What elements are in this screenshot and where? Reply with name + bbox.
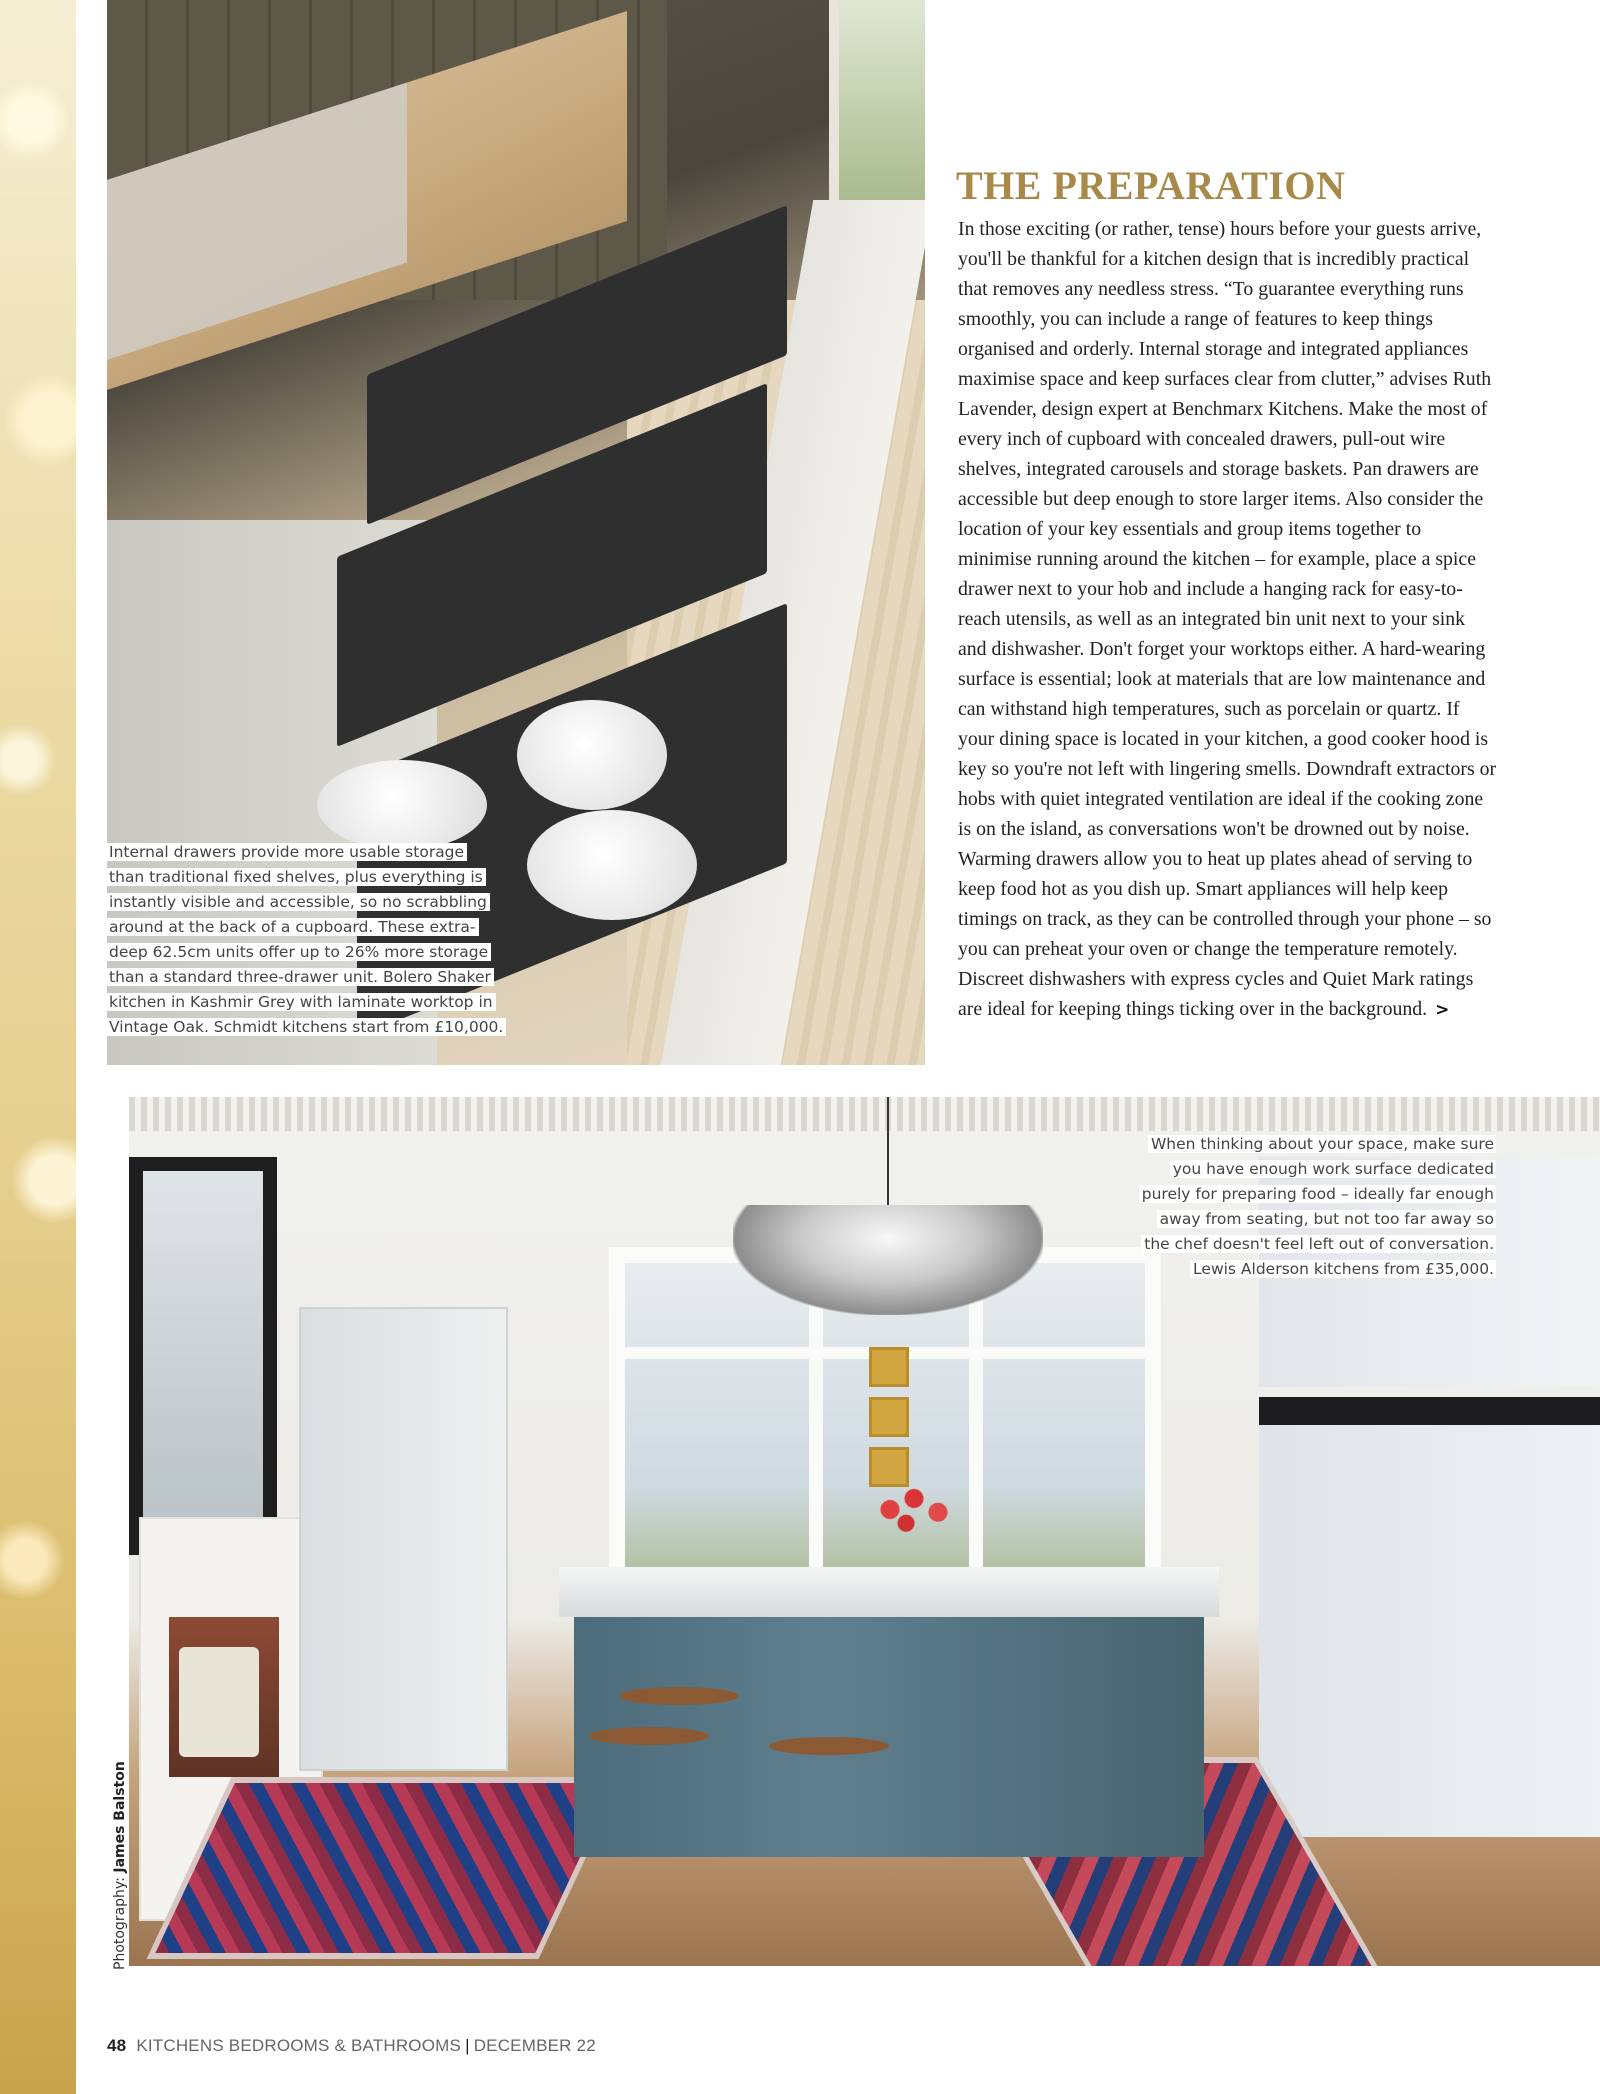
caption-line: around at the back of a cupboard. These extra-: [107, 918, 479, 936]
caption-line: When thinking about your space, make sure: [1148, 1135, 1496, 1153]
tall-larder-cabinet: [299, 1307, 508, 1771]
black-worktop: [1259, 1397, 1600, 1425]
page-footer: [107, 2036, 596, 2056]
caption-line: kitchen in Kashmir Grey with laminate worktop in: [107, 993, 496, 1011]
white-bowl: [517, 700, 667, 810]
credit-name: James Balston: [112, 1761, 128, 1873]
caption-line: purely for preparing food – ideally far enough: [1139, 1185, 1496, 1203]
caption-line: Lewis Alderson kitchens from £35,000.: [1190, 1260, 1496, 1278]
caption-line: than a standard three-drawer unit. Bolero Shaker: [107, 968, 494, 986]
article-body-text: In those exciting (or rather, tense) hours before your guests arrive, you'll be thankful for a kitchen design that is incredibly practical that removes any needless stress. “To guarantee everything runs smoothly, you can include a range of features to keep things organised and orderly. Internal storage and integrated appliances maximise space and keep surfaces clear from clutter,” advises Ruth Lavender, design expert at Benchmarx Kitchens. Make the most of every inch of cupboard with concealed drawers, pull-out wire shelves, integrated carousels and storage baskets. Pan drawers are accessible but deep enough to store larger items. Also consider the location of your key essentials and group items together to minimise running around the kitchen – for example, place a spice drawer next to your hob and include a hanging rack for easy-to-reach utensils, as well as an integrated bin unit next to your sink and dishwasher. Don't forget your worktops either. A hard-wearing surface is essential; look at materials that are low maintenance and can withstand high temperatures, such as porcelain or quartz. If your dining space is located in your kitchen, a good cooker hood is key so you're not left with lingering smells. Downdraft extractors or hobs with quiet integrated ventilation are ideal if the cooking zone is on the island, as conversations won't be drowned out by noise. Warming drawers allow you to heat up plates ahead of serving to keep food hot as you dish up. Smart appliances will help keep timings on track, as they can be controlled through your phone – so you can preheat your oven or change the temperature remotely. Discreet dishwashers with express cycles and Quiet Mark ratings are ideal for keeping things ticking over in the background.: [958, 218, 1497, 1020]
base-cabinets: [1259, 1397, 1600, 1837]
chevron-right-icon: >: [1435, 1000, 1450, 1020]
wall-art: [869, 1397, 909, 1437]
caption-line: deep 62.5cm units offer up to 26% more storage: [107, 943, 491, 961]
article-body: [958, 214, 1498, 1025]
photo-credit: [112, 1761, 128, 1970]
wood-burning-stove: [179, 1647, 259, 1757]
white-bowl: [527, 810, 697, 920]
chandelier-chain: [887, 1097, 889, 1207]
page-number: 48: [107, 2036, 127, 2055]
article-headline: THE PREPARATION: [956, 163, 1346, 208]
tulip-bouquet: [874, 1482, 954, 1537]
bar-stool: [769, 1737, 889, 1755]
caption-line: Vintage Oak. Schmidt kitchens start from £10,000.: [107, 1018, 506, 1036]
drawer-photo-caption: [107, 840, 517, 1040]
caption-line: you have enough work surface dedicated: [1170, 1160, 1496, 1178]
island-photo-caption: [1076, 1132, 1496, 1282]
footer-separator: |: [465, 2036, 470, 2055]
ceiling-cornice: [129, 1097, 1600, 1131]
gold-bokeh-strip: [0, 0, 76, 2094]
caption-line: than traditional fixed shelves, plus everything is: [107, 868, 486, 886]
caption-line: instantly visible and accessible, so no scrabbling: [107, 893, 490, 911]
issue-date: DECEMBER 22: [473, 2036, 596, 2055]
wall-art: [869, 1447, 909, 1487]
crystal-chandelier: [733, 1205, 1043, 1315]
persian-rug: [147, 1777, 624, 1959]
marble-island-top: [559, 1567, 1219, 1617]
wall-mirror: [129, 1157, 277, 1555]
bar-stool: [619, 1687, 739, 1705]
credit-label: Photography:: [112, 1872, 128, 1970]
magazine-title: KITCHENS BEDROOMS & BATHROOMS: [136, 2036, 462, 2055]
white-bowl: [317, 760, 487, 850]
caption-line: away from seating, but not too far away so: [1157, 1210, 1496, 1228]
caption-line: Internal drawers provide more usable storage: [107, 843, 467, 861]
caption-line: the chef doesn't feel left out of conversation.: [1141, 1235, 1496, 1253]
wall-art: [869, 1347, 909, 1387]
bar-stool: [589, 1727, 709, 1745]
